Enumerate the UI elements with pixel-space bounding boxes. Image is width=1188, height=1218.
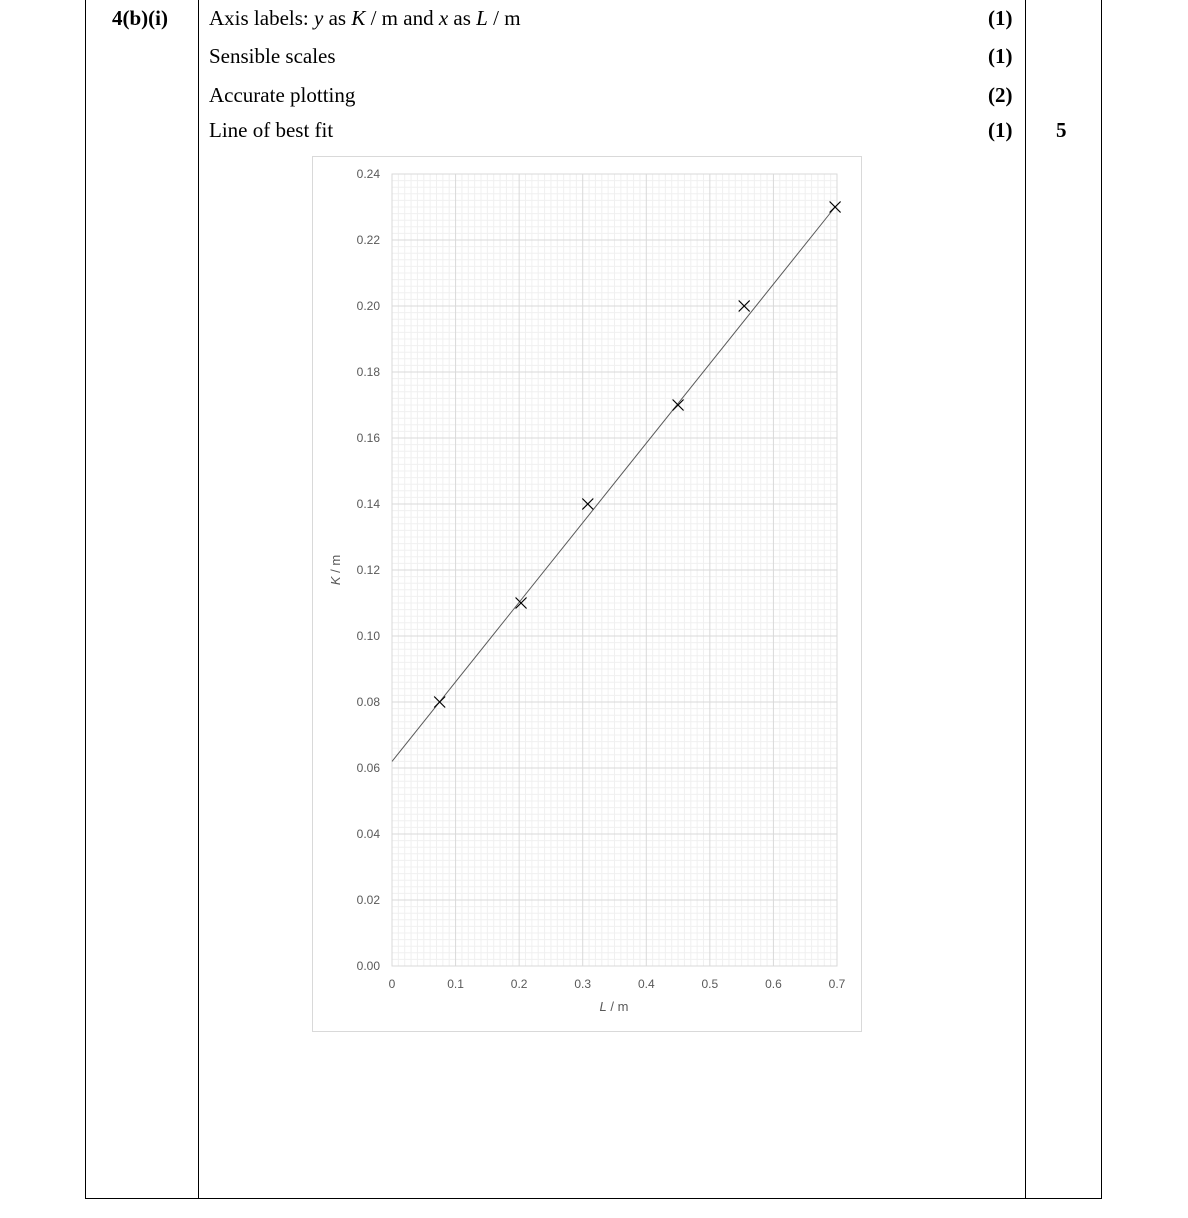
criterion-variable: x: [438, 6, 449, 30]
criterion-text: [209, 44, 336, 69]
criterion-text: [209, 118, 333, 143]
x-tick-label: 0: [388, 977, 396, 991]
x-tick-label: 0.1: [447, 977, 464, 991]
table-divider-marks: [1025, 0, 1026, 1199]
y-tick-label: 0.24: [356, 167, 380, 181]
y-tick-label: 0.06: [356, 761, 380, 775]
x-tick-label: 0.6: [765, 977, 782, 991]
table-divider-question: [198, 0, 199, 1199]
criterion-fragment: / m and: [365, 6, 439, 30]
criterion-variable: L: [476, 6, 488, 30]
criterion-fragment: Line of best fit: [209, 118, 334, 142]
x-tick-label: 0.4: [637, 977, 655, 991]
criterion-mark: (1): [988, 118, 1013, 142]
criterion-text: [209, 6, 521, 31]
table-border-left: [85, 0, 86, 1199]
y-tick-labels: [357, 167, 381, 973]
y-tick-label: 0.08: [356, 695, 380, 709]
y-axis-label: K / m: [328, 554, 343, 586]
question-number: 4(b)(i): [112, 6, 168, 30]
y-tick-label: 0.04: [356, 827, 380, 841]
y-tick-label: 0.14: [356, 497, 380, 511]
criterion-variable: y: [314, 6, 324, 30]
y-tick-label: 0.02: [356, 893, 380, 907]
k-vs-l-graph: [313, 157, 861, 1031]
criterion-variable: K: [351, 6, 366, 30]
y-tick-label: 0.16: [356, 431, 380, 445]
y-tick-label: 0.20: [356, 299, 380, 313]
y-tick-label: 0.12: [356, 563, 380, 577]
x-tick-label: 0.5: [701, 977, 719, 991]
criterion-fragment: Sensible scales: [209, 44, 336, 68]
criterion-fragment: as: [448, 6, 477, 30]
criterion-fragment: as: [323, 6, 352, 30]
table-border-right: [1101, 0, 1102, 1199]
x-tick-label: 0.7: [828, 977, 846, 991]
x-tick-labels: [389, 977, 846, 991]
criterion-mark: (2): [988, 83, 1013, 107]
criterion-fragment: Accurate plotting: [209, 83, 356, 107]
y-tick-label: 0.00: [356, 959, 380, 973]
criterion-fragment: / m: [487, 6, 521, 30]
criterion-mark: (1): [988, 6, 1013, 30]
criterion-mark: (1): [988, 44, 1013, 68]
criterion-fragment: Axis labels:: [209, 6, 314, 30]
y-tick-label: 0.10: [356, 629, 380, 643]
x-tick-label: 0.2: [510, 977, 528, 991]
criterion-text: [209, 83, 355, 108]
chart-frame: [312, 156, 862, 1032]
y-tick-label: 0.18: [356, 365, 380, 379]
y-tick-label: 0.22: [356, 233, 380, 247]
x-tick-label: 0.3: [574, 977, 592, 991]
table-border-bottom: [85, 1198, 1102, 1199]
total-marks: 5: [1056, 118, 1067, 142]
x-axis-label: L / m: [599, 999, 629, 1014]
